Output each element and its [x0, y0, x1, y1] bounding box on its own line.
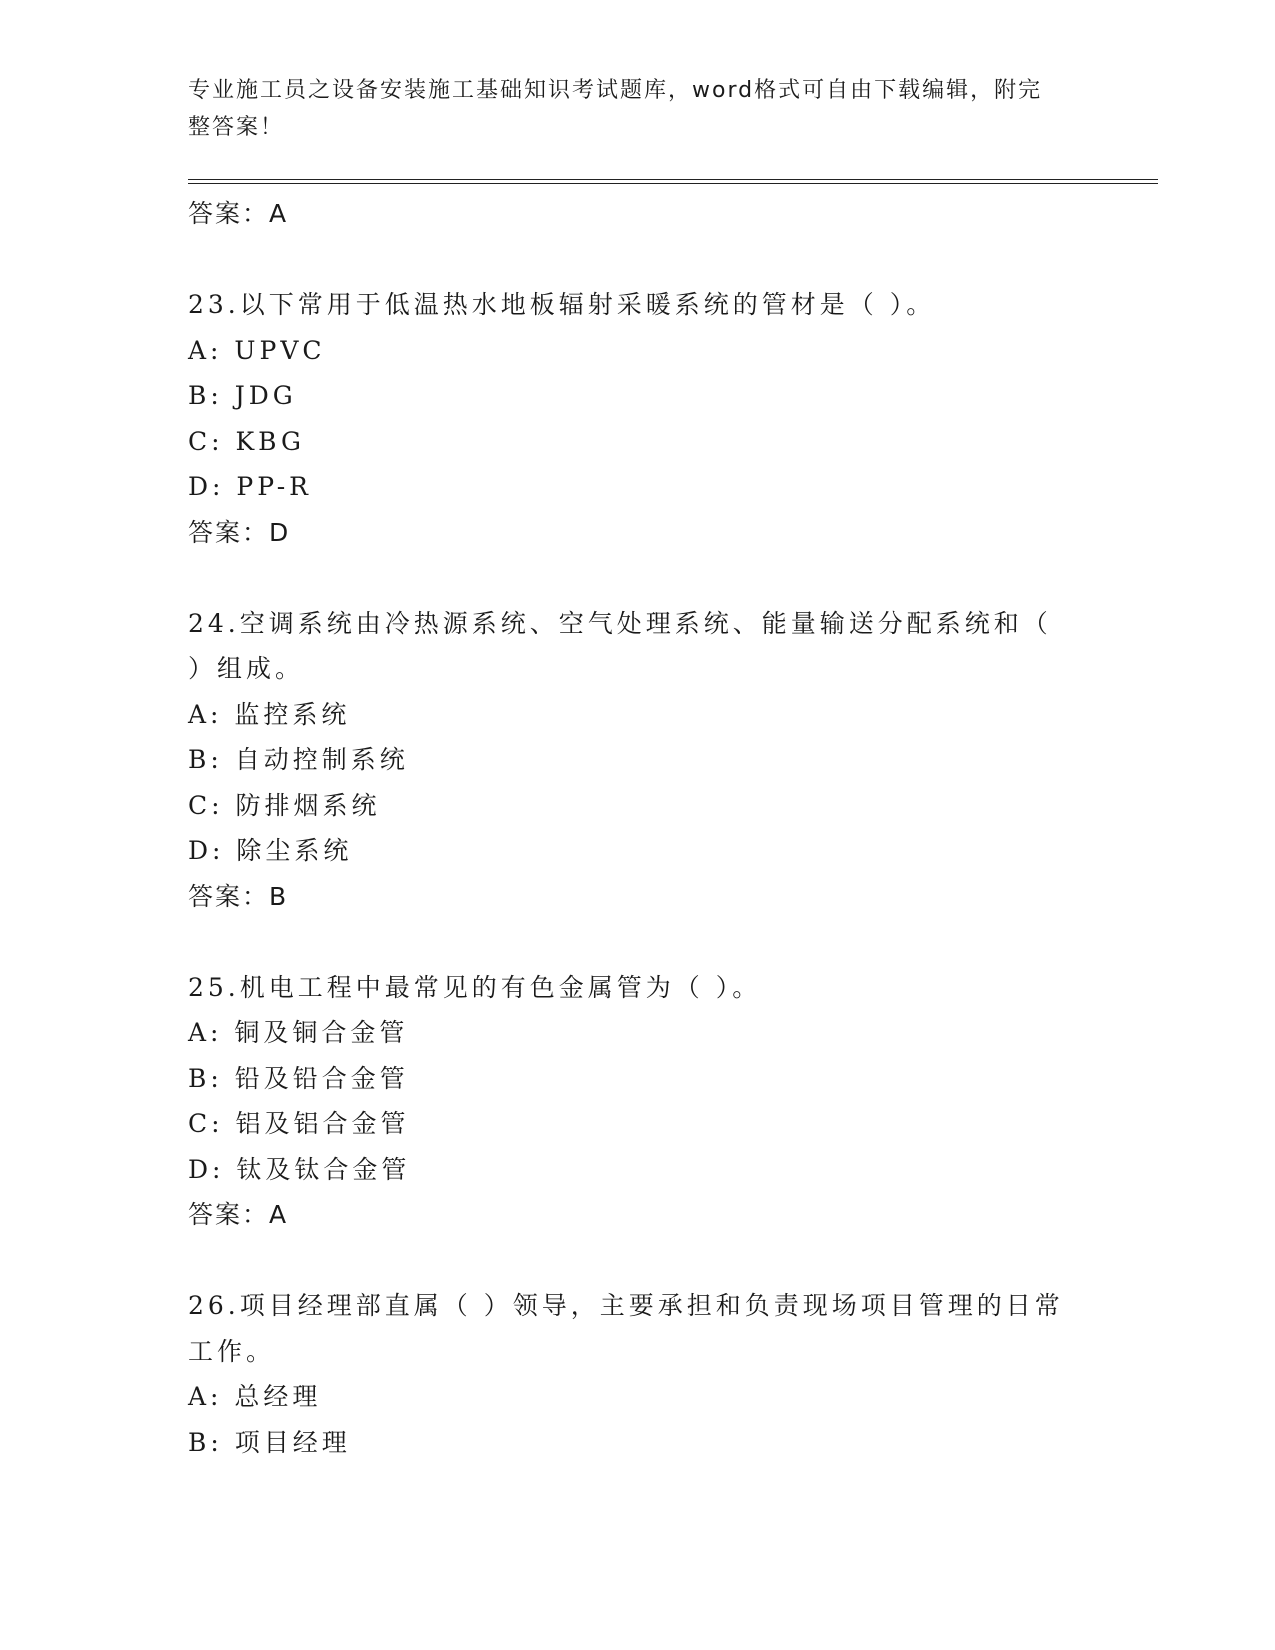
option-b: B: 铅及铅合金管	[188, 1063, 409, 1093]
header-line-1: 专业施工员之设备安装施工基础知识考试题库，word格式可自由下载编辑，附完	[188, 78, 1043, 103]
document-header	[188, 72, 1068, 146]
question-26	[188, 1283, 1088, 1465]
question-text: 23.以下常用于低温热水地板辐射采暖系统的管材是（ ）。	[188, 290, 936, 319]
option-b: B: 自动控制系统	[188, 745, 409, 774]
previous-answer: 答案：A	[188, 199, 289, 228]
answer: 答案：B	[188, 881, 289, 911]
question-list	[188, 191, 1088, 1465]
option-d: D: 除尘系统	[188, 836, 353, 865]
option-d: D: PP-R	[188, 472, 312, 501]
option-a: A: 铜及铜合金管	[188, 1018, 409, 1047]
option-b: B: 项目经理	[188, 1427, 351, 1457]
spacer	[188, 919, 1088, 965]
question-23	[188, 282, 1088, 555]
question-text-line-1: 26.项目经理部直属（ ）领导，主要承担和负责现场项目管理的日常	[188, 1291, 1064, 1320]
question-text: 25.机电工程中最常见的有色金属管为（ ）。	[188, 972, 762, 1002]
option-a: A: 监控系统	[188, 699, 351, 729]
header-divider-bottom	[188, 183, 1158, 184]
spacer	[188, 555, 1088, 601]
spacer	[188, 1238, 1088, 1284]
option-d: D: 钛及钛合金管	[188, 1154, 411, 1184]
option-a: A: UPVC	[188, 335, 326, 365]
header-line-2: 整答案！	[188, 115, 285, 140]
option-c: C: 铝及铝合金管	[188, 1109, 410, 1138]
answer: 答案：A	[188, 1200, 289, 1229]
question-24	[188, 601, 1088, 920]
question-text-line-1: 24.空调系统由冷热源系统、空气处理系统、能量输送分配系统和（	[188, 608, 1052, 638]
option-b: B: JDG	[188, 381, 297, 410]
header-divider-top	[188, 179, 1158, 180]
option-c: C: KBG	[188, 426, 305, 456]
spacer	[188, 237, 1088, 283]
answer: 答案：D	[188, 517, 291, 547]
option-a: A: 总经理	[188, 1382, 322, 1411]
question-text-line-2: 工作。	[188, 1336, 276, 1366]
question-text-line-2: ）组成。	[188, 654, 305, 683]
option-c: C: 防排烟系统	[188, 790, 381, 820]
question-25	[188, 965, 1088, 1238]
